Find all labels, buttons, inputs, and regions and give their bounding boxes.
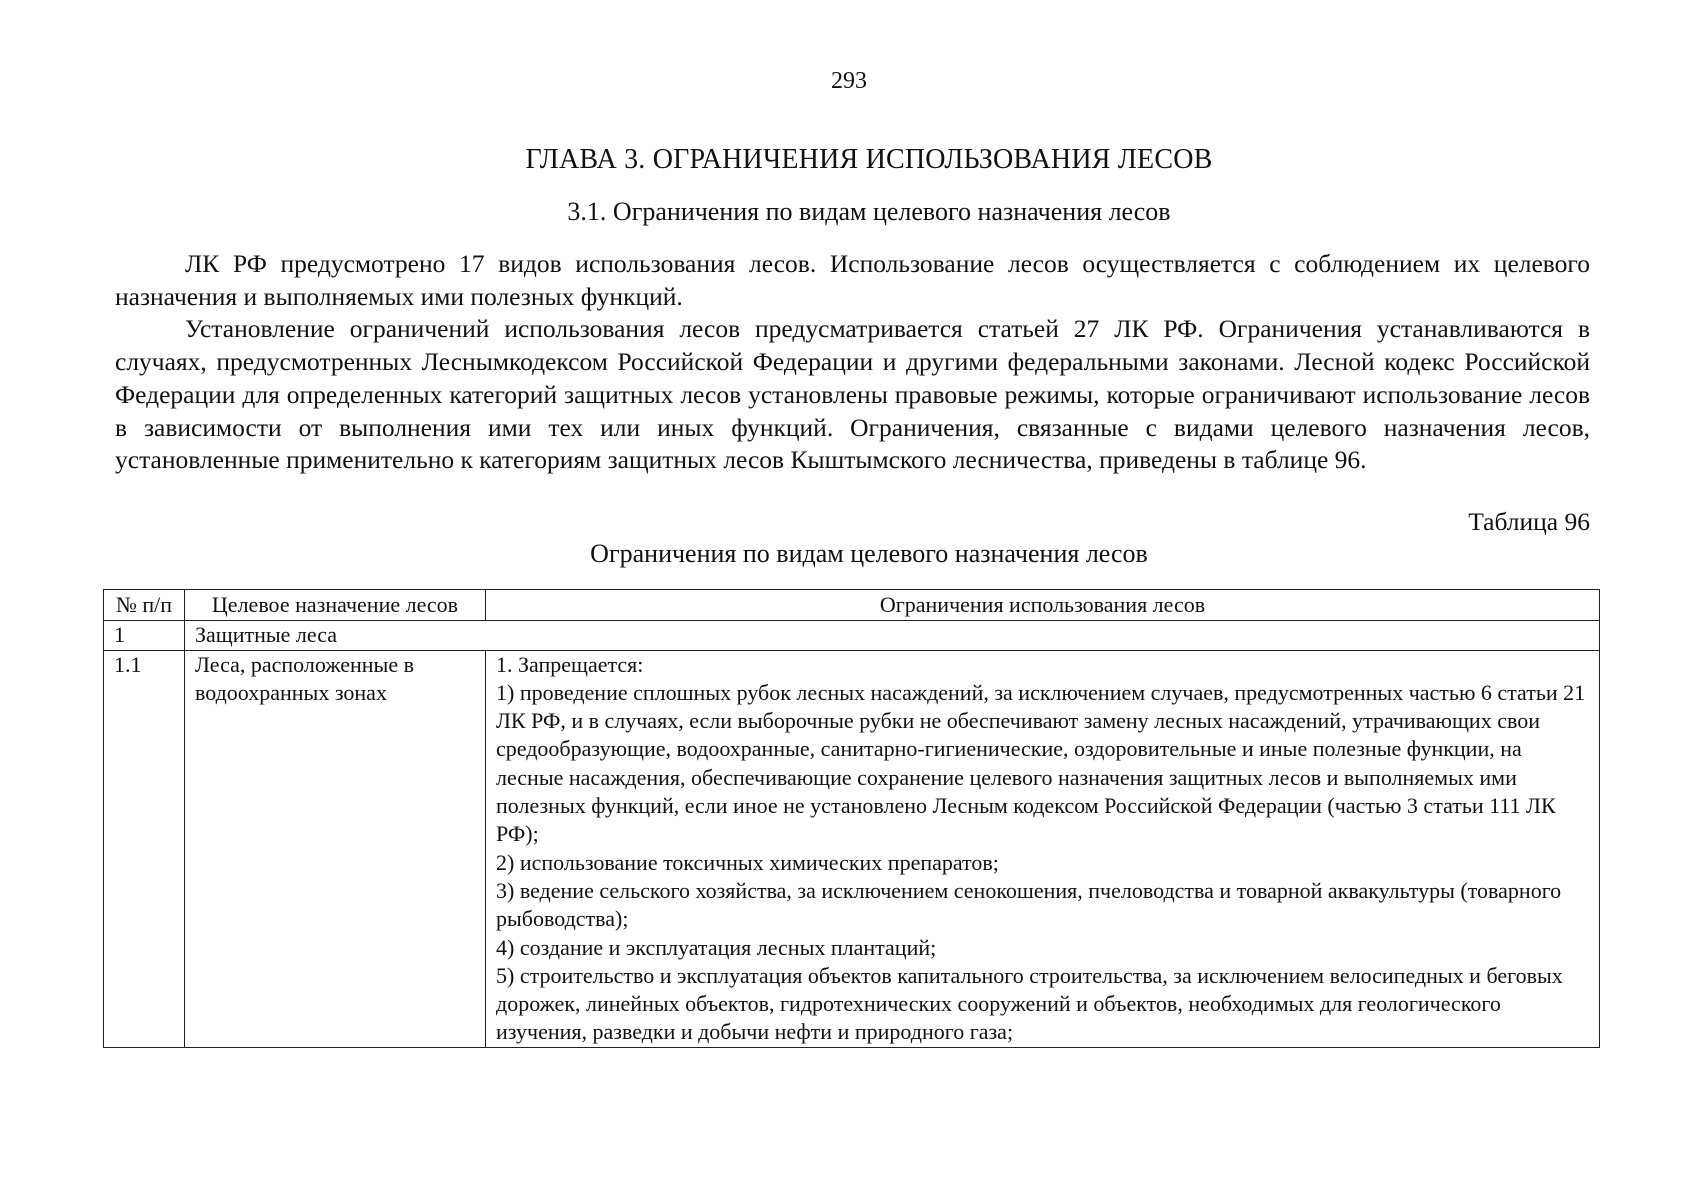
table-caption: Ограничения по видам целевого назначения лесов (590, 539, 1148, 568)
restriction-item: 3) ведение сельского хозяйства, за исключением сенокошения, пчеловодства и товарной аквакультуры (товарного рыбоводства); (496, 877, 1562, 932)
table-row (104, 650, 1600, 1047)
header-purpose: Целевое назначение лесов (185, 590, 486, 621)
chapter-title: ГЛАВА 3. ОГРАНИЧЕНИЯ ИСПОЛЬЗОВАНИЯ ЛЕСОВ (525, 144, 1213, 175)
restriction-item: 4) создание и эксплуатация лесных плантаций; (496, 934, 937, 960)
body-text (115, 248, 1590, 477)
restriction-item: 1) проведение сплошных рубок лесных насаждений, за исключением случаев, предусмотренных частью 6 статьи 21 ЛК РФ, и в случаях, если выборочные рубки не обеспечивают замену лесных насаждений, утрачивающих свои средообразующие, водоохранные, санитарно-гигиенические, оздоровительные и иные полезные функции, на лесные насаждения, обеспечивающие сохранение целевого назначения защитных лесов и выполняемых ими полезных функций, если иное не установлено Лесным кодексом Российской Федерации (частью 3 статьи 111 ЛК РФ); (496, 679, 1586, 847)
restriction-item: 5) строительство и эксплуатация объектов капитального строительства, за исключением велосипедных и беговых дорожек, линейных объектов, гидротехнических сооружений и объектов, необходимых для геологического изучения, разведки и добычи нефти и природного газа; (496, 962, 1563, 1045)
section-row-label: Защитные леса (185, 621, 1600, 650)
restrictions-table (103, 589, 1600, 1048)
header-restrictions: Ограничения использования лесов (486, 590, 1600, 621)
page-number: 293 (831, 68, 867, 94)
table-label: Таблица 96 (1468, 507, 1590, 536)
table-header-row (104, 590, 1600, 621)
section-row-number: 1 (104, 621, 185, 650)
paragraph: ЛК РФ предусмотрено 17 видов использования лесов. Использование лесов осуществляется с соблюдением их целевого назначения и выполняемых ими полезных функций. (115, 249, 1590, 311)
header-number: № п/п (104, 590, 185, 621)
table-section-row (104, 621, 1600, 650)
row-purpose: Леса, расположенные в водоохранных зонах (185, 650, 486, 1047)
paragraph: Установление ограничений использования лесов предусматривается статьей 27 ЛК РФ. Ограничения устанавливаются в случаях, предусмотренных Леснымкодексом Российской Федерации и другими федеральными законами. Лесной кодекс Российской Федерации для определенных категорий защитных лесов установлены правовые режимы, которые ограничивают использование лесов в зависимости от выполнения ими тех или иных функций. Ограничения, связанные с видами целевого назначения лесов, установленные применительно к категориям защитных лесов Кыштымского лесничества, приведены в таблице 96. (115, 314, 1590, 475)
row-restrictions (486, 650, 1600, 1047)
restriction-item: 2) использование токсичных химических препаратов; (496, 849, 999, 875)
row-number: 1.1 (104, 650, 185, 1047)
restriction-item: 1. Запрещается: (496, 651, 644, 677)
section-title: 3.1. Ограничения по видам целевого назначения лесов (567, 197, 1171, 226)
